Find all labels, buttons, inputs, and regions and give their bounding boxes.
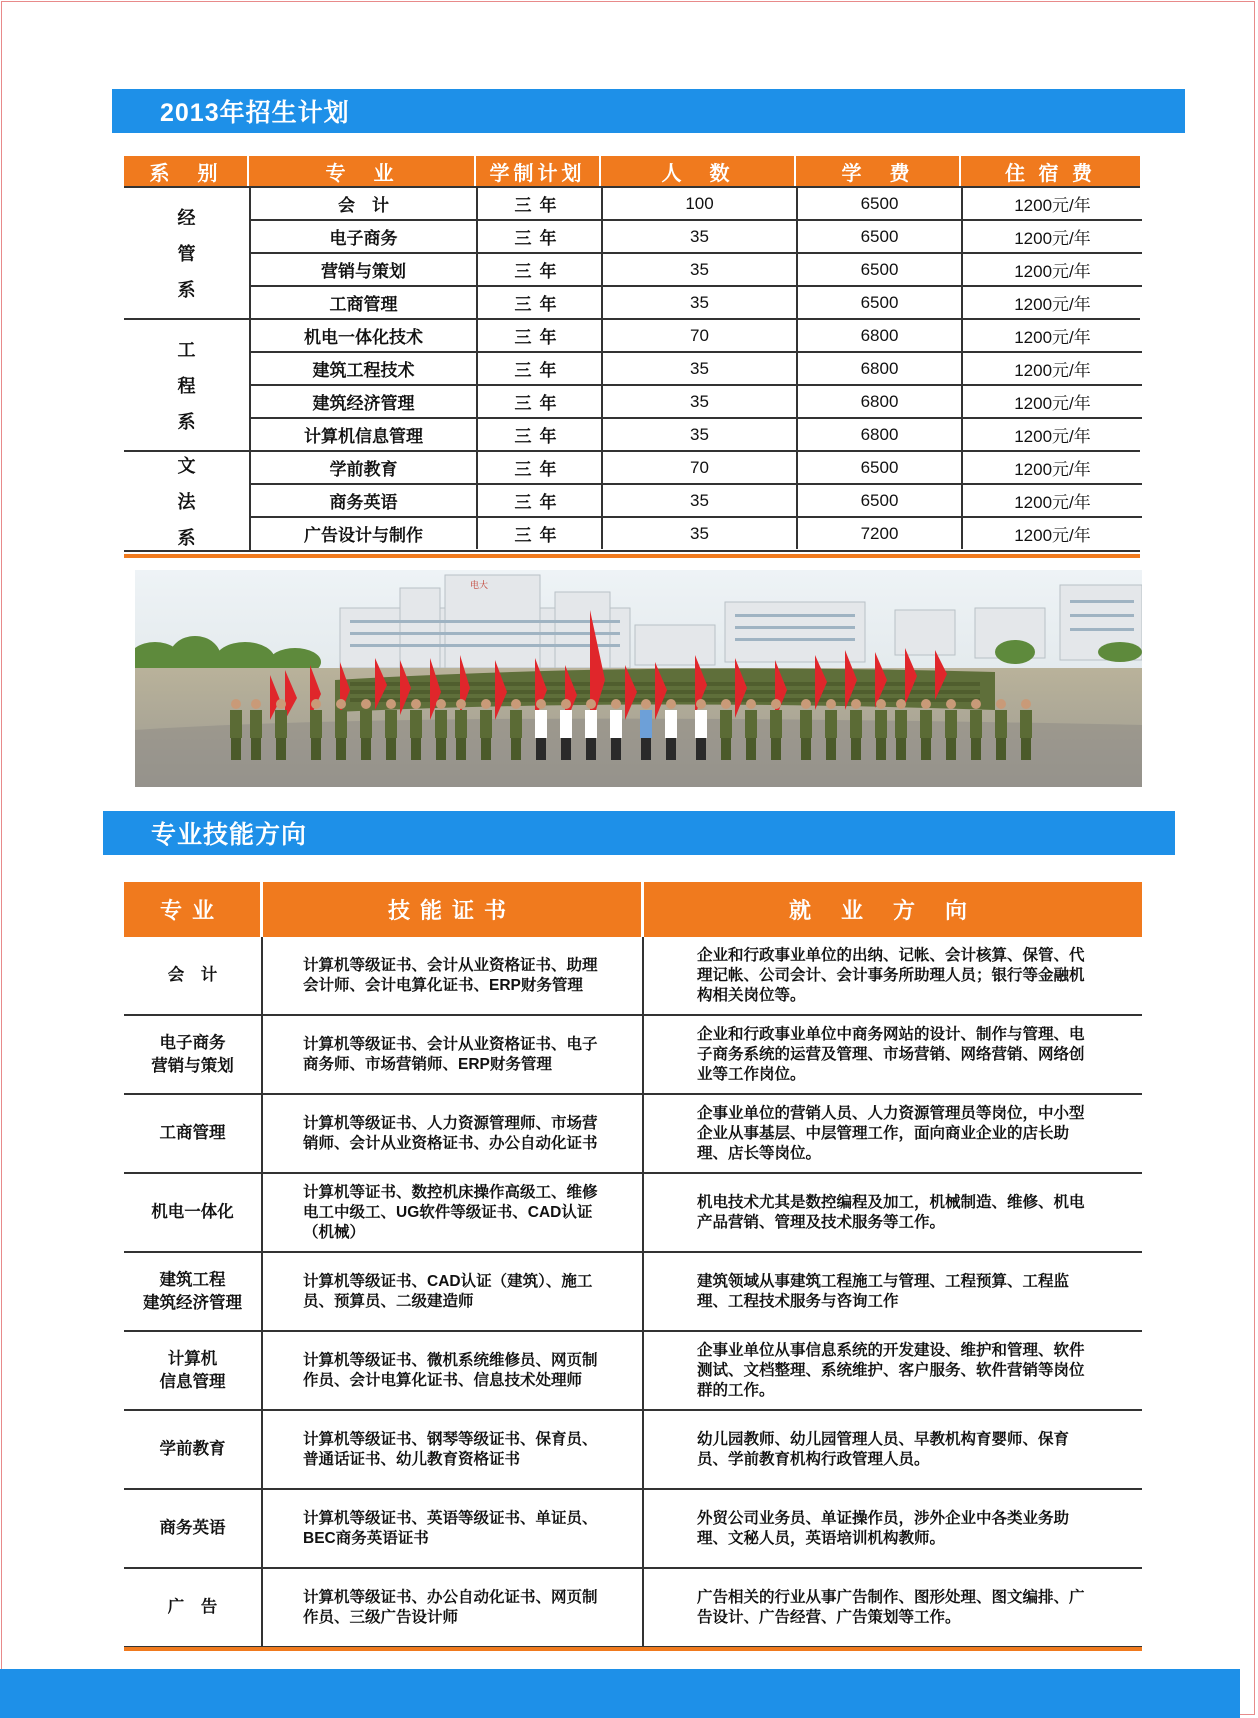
person-figure (510, 710, 522, 738)
cell-count: 70 (603, 452, 798, 483)
department-char: 经 (177, 208, 196, 228)
major-line: 电子商务 (159, 1033, 226, 1052)
cell-major (124, 1016, 263, 1093)
header-cell: 技能证书 (263, 882, 644, 937)
table-row (124, 1253, 1142, 1332)
cell-employment (644, 1016, 1142, 1093)
header-cell: 住 宿 费 (1004, 162, 1097, 185)
cell-duration: 三年 (478, 353, 603, 384)
header-cell: 学制计划 (476, 156, 601, 186)
person-figure (825, 710, 837, 738)
section-title: 专业技能方向 (151, 821, 308, 849)
table-row (251, 485, 1142, 518)
cell-employment-text: 幼儿园教师、幼儿园管理人员、早教机构育婴师、保育员、学前教育机构行政管理人员。 (697, 1430, 1070, 1468)
person-head (611, 699, 621, 709)
cell-certificates (263, 1095, 644, 1172)
cell-major (124, 937, 263, 1014)
cell-lodging: 1200元/年 (1014, 295, 1091, 314)
cell-duration: 三年 (478, 320, 603, 351)
table-row (251, 419, 1142, 450)
person-head (336, 699, 346, 709)
cell-duration: 三年 (478, 452, 603, 483)
header-cell: 专 业 (249, 156, 476, 186)
cell-employment-text: 机电技术尤其是数控编程及加工，机械制造、维修、机电产品营销、管理及技术服务等工作。 (697, 1193, 1085, 1231)
major-line: 会 计 (167, 966, 218, 984)
person-legs (826, 738, 836, 760)
cell-major: 计算机信息管理 (251, 419, 478, 450)
major-line: 信息管理 (159, 1372, 226, 1391)
person-head (696, 699, 706, 709)
person-legs (876, 738, 886, 760)
table-body (124, 186, 1140, 552)
table-row (124, 1569, 1142, 1648)
cell-lodging: 1200元/年 (1014, 493, 1091, 512)
person-legs (561, 738, 571, 760)
cell-tuition: 6500 (798, 485, 963, 516)
department-name (124, 452, 251, 550)
department-name (124, 320, 251, 450)
person-head (251, 699, 261, 709)
cell-duration: 三年 (478, 386, 603, 417)
table-header (124, 156, 1140, 186)
person-figure (875, 710, 887, 738)
person-head (826, 699, 836, 709)
cell-employment (644, 1174, 1142, 1251)
person-figure (480, 710, 492, 738)
section-banner-enrollment (112, 89, 1185, 133)
person-head (851, 699, 861, 709)
table-row (251, 386, 1142, 419)
person-legs (771, 738, 781, 760)
header-cell: 学 费 (796, 156, 961, 186)
cell-employment-text: 企业和行政事业单位中商务网站的设计、制作与管理、电子商务系统的运营及管理、市场营销、网络营销、网络创业等工作岗位。 (697, 1025, 1085, 1083)
cell-major (124, 1569, 263, 1646)
person-legs (721, 738, 731, 760)
table-row (124, 937, 1142, 1016)
person-figure (720, 710, 732, 738)
cell-lodging: 1200元/年 (1014, 262, 1091, 281)
cell-employment (644, 1332, 1142, 1409)
person-legs (436, 738, 446, 760)
cell-major (124, 1411, 263, 1488)
table-row (251, 287, 1142, 318)
cell-employment-text: 外贸公司业务员、单证操作员，涉外企业中各类业务助理、文秘人员，英语培训机构教师。 (697, 1509, 1070, 1547)
person-legs (586, 738, 596, 760)
cell-employment-text: 企业和行政事业单位的出纳、记帐、会计核算、保管、代理记帐、公司会计、会计事务所助理人员；银行等金融机构相关岗位等。 (697, 946, 1085, 1004)
person-figure (800, 710, 812, 738)
major-line: 建筑经济管理 (143, 1293, 242, 1312)
department-group (124, 320, 1140, 452)
table-row (124, 1174, 1142, 1253)
person-figure (995, 710, 1007, 738)
person-head (536, 699, 546, 709)
person-figure (610, 710, 622, 738)
cell-tuition: 7200 (798, 518, 963, 549)
major-line: 学前教育 (159, 1440, 226, 1458)
person-legs (311, 738, 321, 760)
department-char: 系 (177, 528, 196, 548)
header-cell: 专业 (124, 882, 263, 937)
cell-employment-text: 广告相关的行业从事广告制作、图形处理、图文编排、广告设计、广告经营、广告策划等工作。 (697, 1588, 1085, 1626)
section-banner-skills (103, 811, 1175, 855)
campus-military-training-photo (135, 570, 1142, 787)
person-head (801, 699, 811, 709)
cell-count: 100 (603, 188, 798, 219)
person-head (481, 699, 491, 709)
person-head (276, 699, 286, 709)
cell-duration: 三年 (478, 485, 603, 516)
cell-major: 建筑经济管理 (251, 386, 478, 417)
department-char: 文 (177, 456, 196, 476)
person-head (641, 699, 651, 709)
person-legs (896, 738, 906, 760)
cell-major (124, 1490, 263, 1567)
cell-employment-text: 企事业单位的营销人员、人力资源管理员等岗位，中小型企业从事基层、中层管理工作，面向商业企业的店长助理、店长等岗位。 (697, 1104, 1085, 1162)
cell-certificates-text: 计算机等证书、数控机床操作高级工、维修电工中级工、UG软件等级证书、CAD认证（机械） (303, 1183, 598, 1241)
major-line: 商务英语 (159, 1519, 226, 1537)
cell-employment (644, 1569, 1142, 1646)
cell-certificates-text: 计算机等级证书、微机系统维修员、网页制作员、会计电算化证书、信息技术处理师 (303, 1351, 598, 1389)
department-char: 程 (177, 376, 196, 396)
person-figure (435, 710, 447, 738)
person-figure (230, 710, 242, 738)
major-line: 营销与策划 (151, 1056, 234, 1075)
person-legs (996, 738, 1006, 760)
person-head (996, 699, 1006, 709)
person-legs (641, 738, 651, 760)
cell-employment (644, 1490, 1142, 1567)
cell-tuition: 6800 (798, 419, 963, 450)
cell-major: 营销与策划 (251, 254, 478, 285)
person-figure (1020, 710, 1032, 738)
department-group (124, 188, 1140, 320)
cell-tuition: 6500 (798, 287, 963, 318)
person-legs (666, 738, 676, 760)
department-char: 系 (177, 412, 196, 432)
cell-major (124, 1174, 263, 1251)
cell-duration: 三年 (478, 287, 603, 318)
cell-count: 35 (603, 485, 798, 516)
person-figure (275, 710, 287, 738)
cell-lodging: 1200元/年 (1014, 394, 1091, 413)
cell-lodging: 1200元/年 (1014, 427, 1091, 446)
table-row (124, 1411, 1142, 1490)
table-bottom-rule (124, 554, 1140, 558)
person-figure (250, 710, 262, 738)
person-head (946, 699, 956, 709)
cell-certificates-text: 计算机等级证书、办公自动化证书、网页制作员、三级广告设计师 (303, 1588, 598, 1626)
cell-duration: 三年 (478, 221, 603, 252)
person-head (746, 699, 756, 709)
person-figure (585, 710, 597, 738)
department-group (124, 452, 1140, 552)
major-line: 工商管理 (159, 1124, 226, 1142)
person-legs (971, 738, 981, 760)
person-figure (945, 710, 957, 738)
cell-employment-text: 企事业单位从事信息系统的开发建设、维护和管理、软件测试、文档整理、系统维护、客户服务、软件营销等岗位群的工作。 (697, 1341, 1085, 1399)
cell-major: 广告设计与制作 (251, 518, 478, 549)
person-legs (921, 738, 931, 760)
person-figure (770, 710, 782, 738)
person-legs (336, 738, 346, 760)
building-sign: 电大 (470, 581, 489, 591)
person-figure (335, 710, 347, 738)
cell-major: 机电一体化技术 (251, 320, 478, 351)
cell-employment (644, 937, 1142, 1014)
person-figure (560, 710, 572, 738)
person-figure (360, 710, 372, 738)
table-row (251, 221, 1142, 254)
cell-employment (644, 1411, 1142, 1488)
major-line: 机电一体化 (151, 1203, 234, 1221)
cell-certificates (263, 1174, 644, 1251)
enrollment-plan-table (124, 156, 1140, 558)
cell-certificates (263, 1490, 644, 1567)
person-legs (456, 738, 466, 760)
cell-certificates (263, 1253, 644, 1330)
cell-major (124, 1095, 263, 1172)
person-head (721, 699, 731, 709)
cell-major: 商务英语 (251, 485, 478, 516)
person-head (511, 699, 521, 709)
person-head (561, 699, 571, 709)
person-head (971, 699, 981, 709)
cell-certificates-text: 计算机等级证书、钢琴等级证书、保育员、普通话证书、幼儿教育资格证书 (303, 1430, 598, 1468)
cell-count: 35 (603, 254, 798, 285)
major-line: 计算机 (167, 1349, 218, 1368)
cell-employment (644, 1095, 1142, 1172)
person-figure (410, 710, 422, 738)
person-head (771, 699, 781, 709)
table-row (124, 1332, 1142, 1411)
person-figure (310, 710, 322, 738)
cell-employment-text: 建筑领域从事建筑工程施工与管理、工程预算、工程监理、工程技术服务与咨询工作 (697, 1272, 1070, 1310)
table-row (251, 188, 1142, 221)
cell-certificates-text: 计算机等级证书、人力资源管理师、市场营销师、会计从业资格证书、办公自动化证书 (303, 1114, 598, 1152)
cell-lodging: 1200元/年 (1014, 229, 1091, 248)
person-figure (745, 710, 757, 738)
cell-duration: 三年 (478, 254, 603, 285)
person-legs (276, 738, 286, 760)
footer-bar (0, 1669, 1240, 1718)
person-figure (455, 710, 467, 738)
cell-certificates (263, 937, 644, 1014)
person-legs (251, 738, 261, 760)
person-head (1021, 699, 1031, 709)
person-figure (385, 710, 397, 738)
table-row (124, 1016, 1142, 1095)
person-head (231, 699, 241, 709)
person-legs (746, 738, 756, 760)
cell-certificates (263, 1332, 644, 1409)
cell-duration: 三年 (478, 419, 603, 450)
person-legs (386, 738, 396, 760)
major-line: 广 告 (167, 1598, 218, 1616)
cell-major (124, 1332, 263, 1409)
department-name (124, 188, 251, 318)
cell-lodging: 1200元/年 (1014, 328, 1091, 347)
cell-major: 会 计 (251, 188, 478, 219)
cell-tuition: 6500 (798, 254, 963, 285)
department-char: 法 (177, 492, 196, 512)
table-body (124, 937, 1142, 1648)
cell-major: 建筑工程技术 (251, 353, 478, 384)
table-row (251, 353, 1142, 386)
cell-count: 35 (603, 221, 798, 252)
person-legs (511, 738, 521, 760)
person-head (411, 699, 421, 709)
cell-lodging: 1200元/年 (1014, 361, 1091, 380)
table-row (251, 518, 1142, 549)
cell-count: 35 (603, 353, 798, 384)
section-title: 2013年招生计划 (160, 99, 350, 127)
person-head (456, 699, 466, 709)
cell-count: 35 (603, 419, 798, 450)
cell-duration: 三年 (478, 518, 603, 549)
person-legs (231, 738, 241, 760)
person-head (436, 699, 446, 709)
person-legs (851, 738, 861, 760)
cell-employment (644, 1253, 1142, 1330)
person-figure (535, 710, 547, 738)
person-head (896, 699, 906, 709)
person-head (361, 699, 371, 709)
cell-duration: 三年 (478, 188, 603, 219)
cell-certificates (263, 1411, 644, 1488)
table-row (251, 320, 1142, 353)
person-legs (1021, 738, 1031, 760)
cell-count: 70 (603, 320, 798, 351)
cell-tuition: 6500 (798, 452, 963, 483)
table-bottom-rule (124, 1647, 1142, 1651)
header-cell: 系 别 (124, 156, 249, 186)
cell-major: 工商管理 (251, 287, 478, 318)
person-figure (920, 710, 932, 738)
header-cell: 人 数 (601, 156, 796, 186)
cell-certificates-text: 计算机等级证书、英语等级证书、单证员、BEC商务英语证书 (303, 1509, 598, 1547)
cell-tuition: 6800 (798, 386, 963, 417)
person-figure (850, 710, 862, 738)
header-cell: 就业方向 (788, 898, 997, 923)
cell-tuition: 6800 (798, 320, 963, 351)
person-legs (411, 738, 421, 760)
cell-lodging: 1200元/年 (1014, 460, 1091, 479)
cell-certificates-text: 计算机等级证书、会计从业资格证书、助理会计师、会计电算化证书、ERP财务管理 (303, 956, 598, 994)
major-line: 建筑工程 (159, 1270, 226, 1289)
person-head (921, 699, 931, 709)
cell-major (124, 1253, 263, 1330)
person-head (311, 699, 321, 709)
cell-tuition: 6800 (798, 353, 963, 384)
cell-tuition: 6500 (798, 188, 963, 219)
cell-certificates-text: 计算机等级证书、CAD认证（建筑）、施工员、预算员、二级建造师 (303, 1272, 593, 1310)
table-row (251, 452, 1142, 485)
skills-direction-table (124, 882, 1142, 1651)
table-row (251, 254, 1142, 287)
table-header (124, 882, 1142, 937)
cell-certificates-text: 计算机等级证书、会计从业资格证书、电子商务师、市场营销师、ERP财务管理 (303, 1035, 598, 1073)
person-figure (695, 710, 707, 738)
department-char: 系 (177, 280, 196, 300)
person-figure (640, 710, 652, 738)
person-legs (536, 738, 546, 760)
person-head (586, 699, 596, 709)
person-figure (895, 710, 907, 738)
cell-tuition: 6500 (798, 221, 963, 252)
person-head (386, 699, 396, 709)
person-figure (665, 710, 677, 738)
person-legs (611, 738, 621, 760)
person-legs (481, 738, 491, 760)
person-legs (946, 738, 956, 760)
department-char: 工 (177, 340, 196, 360)
person-head (666, 699, 676, 709)
person-legs (361, 738, 371, 760)
cell-count: 35 (603, 518, 798, 549)
person-legs (801, 738, 811, 760)
cell-major: 电子商务 (251, 221, 478, 252)
cell-lodging: 1200元/年 (1014, 526, 1091, 545)
cell-count: 35 (603, 386, 798, 417)
person-head (876, 699, 886, 709)
department-char: 管 (177, 244, 196, 264)
cell-certificates (263, 1569, 644, 1646)
table-row (124, 1095, 1142, 1174)
person-figure (970, 710, 982, 738)
cell-major: 学前教育 (251, 452, 478, 483)
cell-lodging: 1200元/年 (1014, 196, 1091, 215)
table-row (124, 1490, 1142, 1569)
person-legs (696, 738, 706, 760)
cell-count: 35 (603, 287, 798, 318)
cell-certificates (263, 1016, 644, 1093)
